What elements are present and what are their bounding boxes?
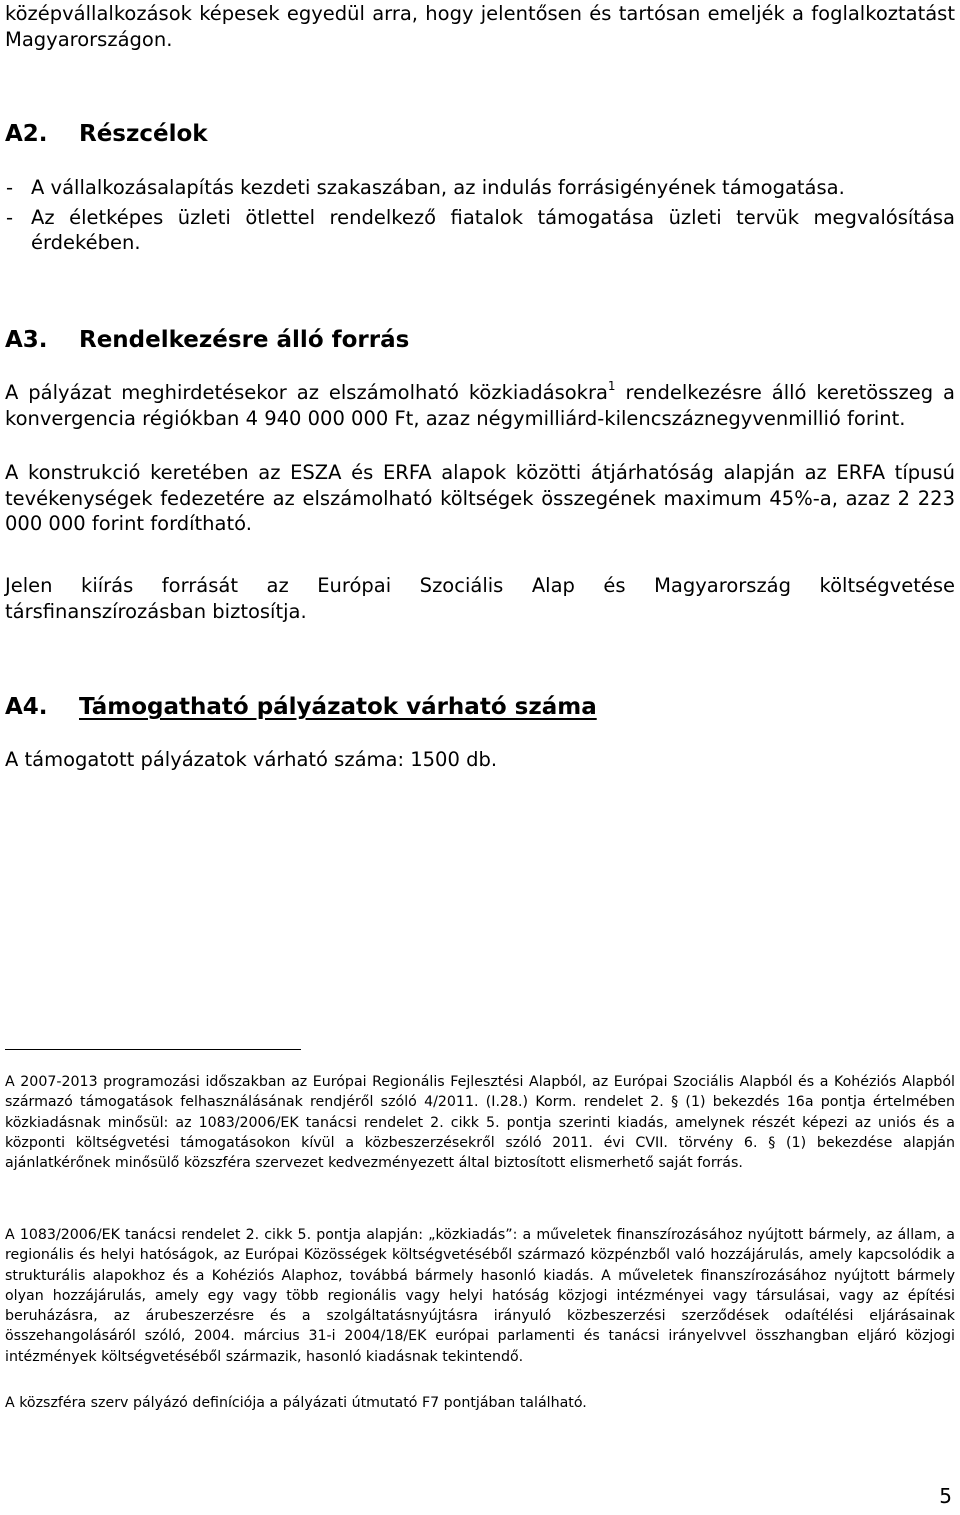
section-a2-title: Részcélok: [79, 121, 208, 147]
list-item: [5, 205, 955, 256]
section-a3-paragraph-2: A konstrukció keretében az ESZA és ERFA alapok közötti átjárhatóság alapján az ERFA típusú tevékenységek fedezetére az elszámolható költségek összegének maximum 45%-a, azaz 2 223 000 000 forint fordítható.: [5, 461, 955, 535]
dash-bullet-icon: -: [6, 176, 14, 199]
list-item: [5, 175, 955, 201]
section-a3-heading: [5, 325, 409, 355]
paragraph-text: rendelkezésre álló keretösszeg a konvergencia régiókban 4 940 000 000 Ft, azaz négymilliárd-kilencszáznegyvenmillió forint.: [5, 381, 955, 430]
footnote-reference: 1: [607, 379, 616, 393]
section-a4-number: A4.: [5, 694, 48, 720]
section-a4-text: A támogatott pályázatok várható száma: 1500 db.: [5, 748, 498, 771]
section-a4-heading: [5, 692, 597, 722]
dash-bullet-icon: -: [6, 205, 14, 229]
footnote-1: A 2007-2013 programozási időszakban az Európai Regionális Fejlesztési Alapból, az Európai Szociális Alapból és a Kohéziós Alapból származó támogatások felhasználásának rendjéről szóló 4/2011. (I.28.) Korm. rendelet 2. § (1) bekezdés 16a pontja értelmében közkiadásnak minősül: az 1083/2006/EK tanácsi rendelet 2. cikk 5. pontja szerinti kiadás, amelynek részét képezi az uniós és a központi költségvetési támogatásokon kívül a közbeszerzésekről szóló 2011. évi CVII. törvény 6. § (1) bekezdése alapján ajánlatkérőnek minősülő közszféra szervezet kedvezményezett által biztosított elismerhető saját forrás.: [5, 1074, 955, 1172]
section-a2-heading: [5, 119, 208, 149]
footnote-3: A közszféra szerv pályázó definíciója a pályázati útmutató F7 pontjában található.: [5, 1395, 587, 1411]
intro-paragraph: középvállalkozások képesek egyedül arra, hogy jelentősen és tartósan emeljék a foglalkoztatást Magyarországon.: [5, 2, 955, 51]
page-number: 5: [939, 1484, 952, 1508]
list-item-text: Az életképes üzleti ötlettel rendelkező fiatalok támogatása üzleti tervük megvalósítása érdekében.: [31, 205, 955, 254]
section-a3-paragraph-1: [5, 380, 955, 431]
list-item-text: A vállalkozásalapítás kezdeti szakaszában, az indulás forrásigényének támogatása.: [31, 176, 845, 199]
section-a2-number: A2.: [5, 121, 48, 147]
section-a2-bullets: [5, 175, 955, 256]
paragraph-text: A pályázat meghirdetésekor az elszámolható közkiadásokra: [5, 381, 608, 404]
footnote-2: A 1083/2006/EK tanácsi rendelet 2. cikk 5. pontja alapján: „közkiadás”: a műveletek finanszírozásához nyújtott bármely, az állam, a regionális és helyi hatóságok, az Európai Közösségek költségvetéséből származó közpénzből való hozzájárulás, amely kapcsolódik a strukturális alapokhoz és a Kohéziós Alaphoz, továbbá bármely hasonló kiadás. A műveletek finanszírozásához nyújtott bármely olyan hozzájárulás, amely egy vagy több regionális vagy helyi hatóság közjogi intézményei vagy társulásai, vagy az építési beruházásra, az árubeszerzésre és a szolgáltatásnyújtásra irányuló közbeszerzési szerződések odaítélési eljárásainak összehangolásáról szóló, 2004. március 31-i 2004/18/EK európai parlamenti és tanácsi irányelvvel összhangban eljáró közjogi intézmények költségvetéséből származik, hasonló kiadásnak tekintendő.: [5, 1227, 955, 1365]
footnote-separator: [5, 1049, 301, 1050]
section-a4-title: Támogatható pályázatok várható száma: [79, 694, 597, 720]
section-a3-paragraph-3: Jelen kiírás forrását az Európai Szociális Alap és Magyarország költségvetése társfinanszírozásban biztosítja.: [5, 574, 955, 623]
section-a3-title: Rendelkezésre álló forrás: [79, 327, 410, 353]
section-a3-number: A3.: [5, 327, 48, 353]
